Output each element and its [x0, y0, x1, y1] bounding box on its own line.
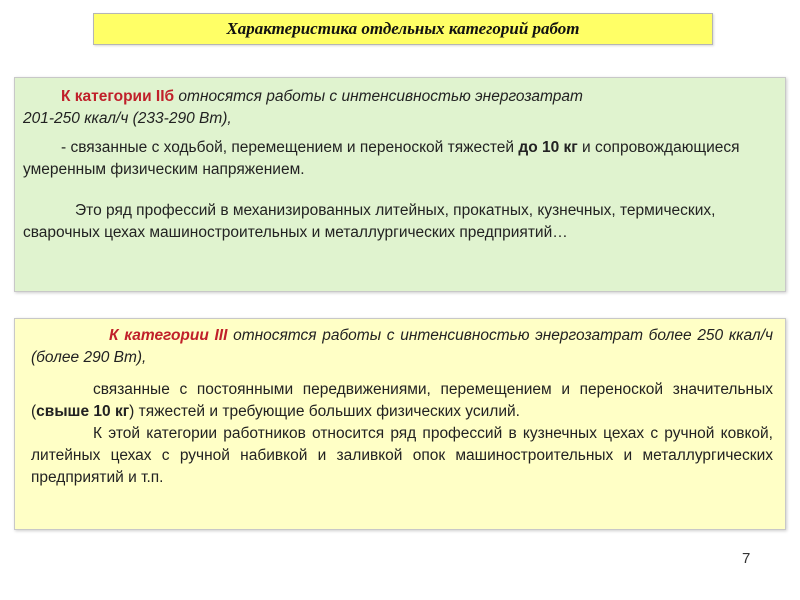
category-3-intro: [31, 325, 773, 369]
category-3-heading-rest: относятся работы с интенсивностью энергозатрат более 250 ккал/ч (более 290 Вт),: [31, 327, 773, 366]
category-2b-desc-part2: и сопровождающиеся умеренным физическим напряжением.: [23, 139, 740, 178]
category-3-desc-part1: связанные с постоянными передвижениями, перемещением и переноской значительных (: [31, 381, 773, 420]
category-2b-intro: [23, 86, 775, 108]
category-2b-heading: К категории IIб: [61, 88, 175, 105]
category-3-desc-bold: свыше 10 кг: [36, 403, 130, 420]
category-3-professions: К этой категории работников относится ряд профессий в кузнечных цехах с ручной ковкой, литейных цехах с ручной набивкой и заливкой опок машиностроительных и металлургических предприятий и т.п.: [31, 425, 773, 486]
category-2b-professions: Это ряд профессий в механизированных литейных, прокатных, кузнечных, термических, сварочных цехах машиностроительных и металлургических предприятий…: [23, 202, 716, 241]
category-2b-energy: 201-250 ккал/ч (233-290 Вт),: [23, 110, 232, 127]
category-3-desc-part2: ) тяжестей и требующие больших физических усилий.: [129, 403, 520, 420]
category-2b-description: [23, 137, 775, 181]
category-2b-desc-bold: до 10 кг: [514, 139, 578, 156]
slide-title: Характеристика отдельных категорий работ: [93, 13, 713, 45]
category-2b-heading-rest: относятся работы с интенсивностью энергозатрат: [174, 88, 583, 105]
category-3-box: [14, 318, 786, 530]
category-2b-desc-part1: - связанные с ходьбой, перемещением и переноской тяжестей: [61, 139, 515, 156]
category-3-heading: К категории III: [109, 327, 228, 344]
category-3-description: [31, 379, 773, 423]
category-2b-box: [14, 77, 786, 292]
page-number: 7: [742, 550, 751, 567]
